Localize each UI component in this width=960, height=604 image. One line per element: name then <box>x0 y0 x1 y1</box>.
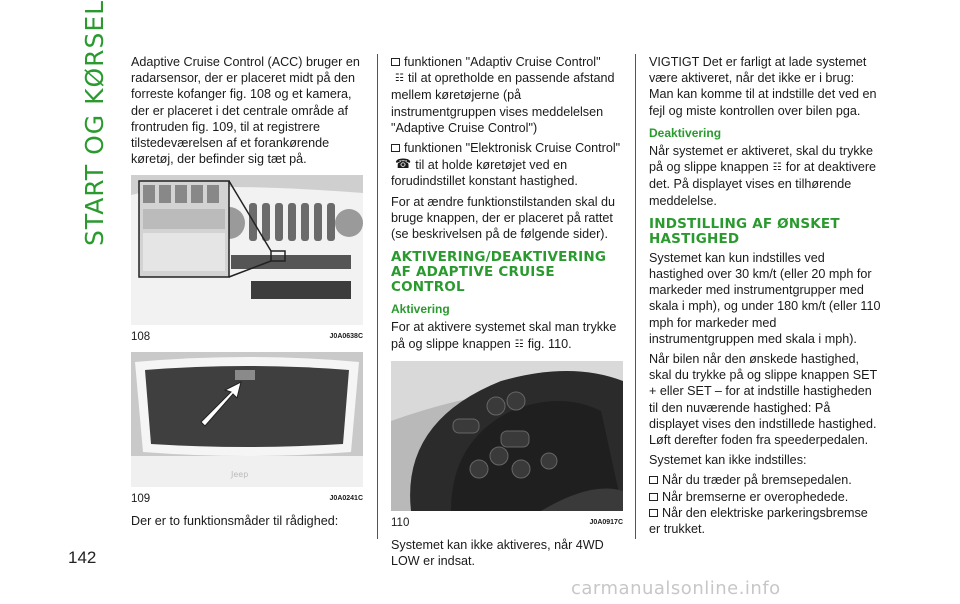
bullet-icon <box>649 476 658 484</box>
column-3 <box>649 54 881 537</box>
speed-range-paragraph: Systemet kan kun indstilles ved hastighed over 30 km/t (eller 20 mph for markeder med instrumentgrupper med skala i mph), og under 180 km/t (eller 110 mph for markeder med instrumentgruppen med skala i mph). <box>649 250 881 346</box>
footer-watermark-url[interactable]: carmanualsonline.info <box>571 578 781 599</box>
modes-intro: Der er to funktionsmåder til rådighed: <box>131 513 339 528</box>
set-speed-paragraph: Når bilen når den ønskede hastighed, skal du trykke på og slippe knappen SET + eller SET – for at indstille hastigheden til den nuværende hastighed: På displayet vises den indstillede hastighed. Løft derefter foden fra speederpedalen. <box>649 352 877 448</box>
acc-button-icon: ☷ <box>772 162 782 174</box>
bullet-icon <box>649 509 658 517</box>
column-2 <box>391 54 623 573</box>
acc-button-icon: ☷ <box>514 338 524 350</box>
bullet-icon <box>649 493 658 501</box>
heading-activation-deactivation: AKTIVERING/DEAKTIVERING AF ADAPTIVE CRUISE CONTROL <box>391 249 607 296</box>
cannot-set-intro: Systemet kan ikke indstilles: <box>649 453 807 468</box>
figure-110-steering-wheel <box>391 361 623 511</box>
figure-108-number: 108 <box>131 331 151 344</box>
svg-text:Jeep: Jeep <box>231 469 249 479</box>
bullet-adaptive-cruise: funktionen "Adaptiv Cruise Control" ☷ til at opretholde en passende afstand mellem køretøjerne (på instrumentgruppen vises meddelelsen "Adaptive Cruise Control") <box>391 55 615 135</box>
figure-108-jeep-front <box>131 175 363 325</box>
deactivation-paragraph: Når systemet er aktiveret, skal du trykke på og slippe knappen ☷ for at deaktivere det. På displayet vises en tilhørende meddelelse. <box>649 144 877 208</box>
bullet-electronic-cruise: funktionen "Elektronisk Cruise Control"☎ til at holde køretøjet ved en forudindstillet konstant hastighed. <box>391 141 621 189</box>
windshield-camera-illustration <box>131 352 363 487</box>
page-number: 142 <box>68 548 97 567</box>
jeep-front-illustration <box>131 175 363 325</box>
figure-110-number: 110 <box>391 516 410 529</box>
bullet-parking-brake: Når den elektriske parkeringsbremse er trukket. <box>649 505 868 537</box>
column-1 <box>131 54 363 533</box>
bullet-brake-pedal: Når du træder på bremsepedalen. <box>649 472 881 488</box>
bullet-icon <box>391 144 400 152</box>
figure-109-rear-window <box>131 352 363 487</box>
bullet-brakes-overheated: Når bremserne er overophedede. <box>649 489 881 505</box>
column-divider-1 <box>377 54 378 539</box>
heading-set-speed: INDSTILLING AF ØNSKET HASTIGHED <box>649 215 840 247</box>
figure-110-code: J0A0917C <box>589 518 623 526</box>
column-divider-2 <box>635 54 636 539</box>
intro-paragraph: Adaptive Cruise Control (ACC) bruger en radarsensor, der er placeret midt på den forreste kofanger fig. 108 og et kamera, der er placeret i det centrale område af frontruden fig. 109, til at registrere tilstedeværelsen af et forankørende køretøj, der befinder sig tæt på. <box>131 55 360 167</box>
figure-109-code: J0A0241C <box>329 494 363 502</box>
mode-change-paragraph: For at ændre funktionstilstanden skal du bruge knappen, der er placeret på rattet (se beskrivelsen på de følgende sider). <box>391 194 616 242</box>
subheading-activation: Aktivering <box>391 302 450 317</box>
activation-paragraph: For at aktivere systemet skal man trykke på og slippe knappen ☷ fig. 110. <box>391 319 623 352</box>
acc-distance-icon: ☷ <box>395 73 404 85</box>
subheading-deactivation: Deaktivering <box>649 125 722 140</box>
figure-109-number: 109 <box>131 492 151 505</box>
steering-wheel-buttons-illustration <box>391 361 623 511</box>
figure-108-code: J0A0638C <box>329 333 363 341</box>
4wd-low-note: Systemet kan ikke aktiveres, når 4WD LOW er indsat. <box>391 538 604 569</box>
cruise-speedometer-icon: ☎ <box>395 156 412 172</box>
warning-paragraph: VIGTIGT Det er farligt at lade systemet være aktiveret, når det ikke er i brug: Man kan komme til at indstille det ved en fejl og miste kontrollen over bilen pga. <box>649 55 877 118</box>
bullet-icon <box>391 58 400 66</box>
